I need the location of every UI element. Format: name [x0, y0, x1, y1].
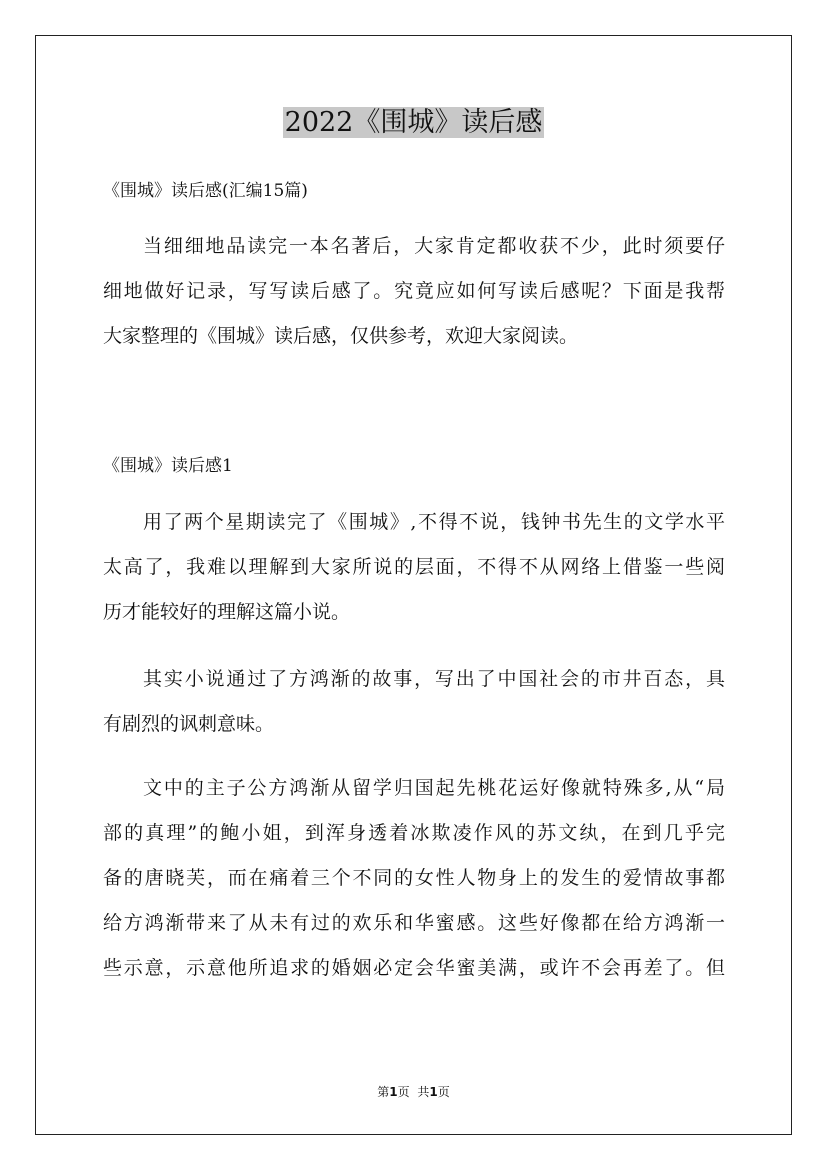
- paragraph-line: 有剧烈的讽刺意味。: [103, 713, 275, 735]
- document-subtitle: 《围城》读后感(汇编15篇): [103, 181, 308, 201]
- paragraph-3: [103, 766, 725, 991]
- total-label-suffix: 页: [437, 1085, 450, 1099]
- paragraph-line: 文中的主子公方鸿渐从留学归国起先桃花运好像就特殊多,从“局: [143, 777, 725, 799]
- document-title-text: 2022《围城》读后感: [284, 107, 543, 138]
- intro-line: 细地做好记录，写写读后感了。究竟应如何写读后感呢？下面是我帮: [103, 280, 725, 302]
- paragraph-line: 些示意，示意他所追求的婚姻必定会华蜜美满，或许不会再差了。但: [103, 957, 725, 979]
- page-footer: [0, 1084, 827, 1100]
- paragraph-line: 部的真理”的鲍小姐，到浑身透着冰欺凌作风的苏文纨，在到几乎完: [103, 822, 725, 844]
- paragraph-line: 历才能较好的理解这篇小说。: [103, 601, 351, 623]
- page-label-prefix: 第: [377, 1085, 390, 1099]
- paragraph-line: 太高了，我难以理解到大家所说的层面，不得不从网络上借鉴一些阅: [103, 556, 725, 578]
- section-heading-1: 《围城》读后感1: [103, 456, 233, 476]
- paragraph-1: [103, 500, 725, 635]
- intro-line: 大家整理的《围城》读后感，仅供参考，欢迎大家阅读。: [103, 325, 579, 347]
- paragraph-line: 给方鸿渐带来了从未有过的欢乐和华蜜感。这些好像都在给方鸿渐一: [103, 912, 725, 934]
- paragraph-line: 其实小说通过了方鸿渐的故事，写出了中国社会的市井百态，具: [143, 668, 725, 690]
- document-title: [0, 103, 827, 143]
- paragraph-line: 用了两个星期读完了《围城》,不得不说，钱钟书先生的文学水平: [143, 511, 725, 533]
- paragraph-2: [103, 657, 725, 747]
- total-pages: 1: [429, 1085, 438, 1099]
- total-label-prefix: 共: [417, 1085, 430, 1099]
- page-label-suffix: 页: [397, 1085, 410, 1099]
- intro-line: 当细细地品读完一本名著后，大家肯定都收获不少，此时须要仔: [143, 235, 725, 257]
- paragraph-line: 备的唐晓芙，而在痛着三个不同的女性人物身上的发生的爱情故事都: [103, 867, 725, 889]
- page-number: 1: [389, 1085, 398, 1099]
- intro-paragraph: [103, 224, 725, 359]
